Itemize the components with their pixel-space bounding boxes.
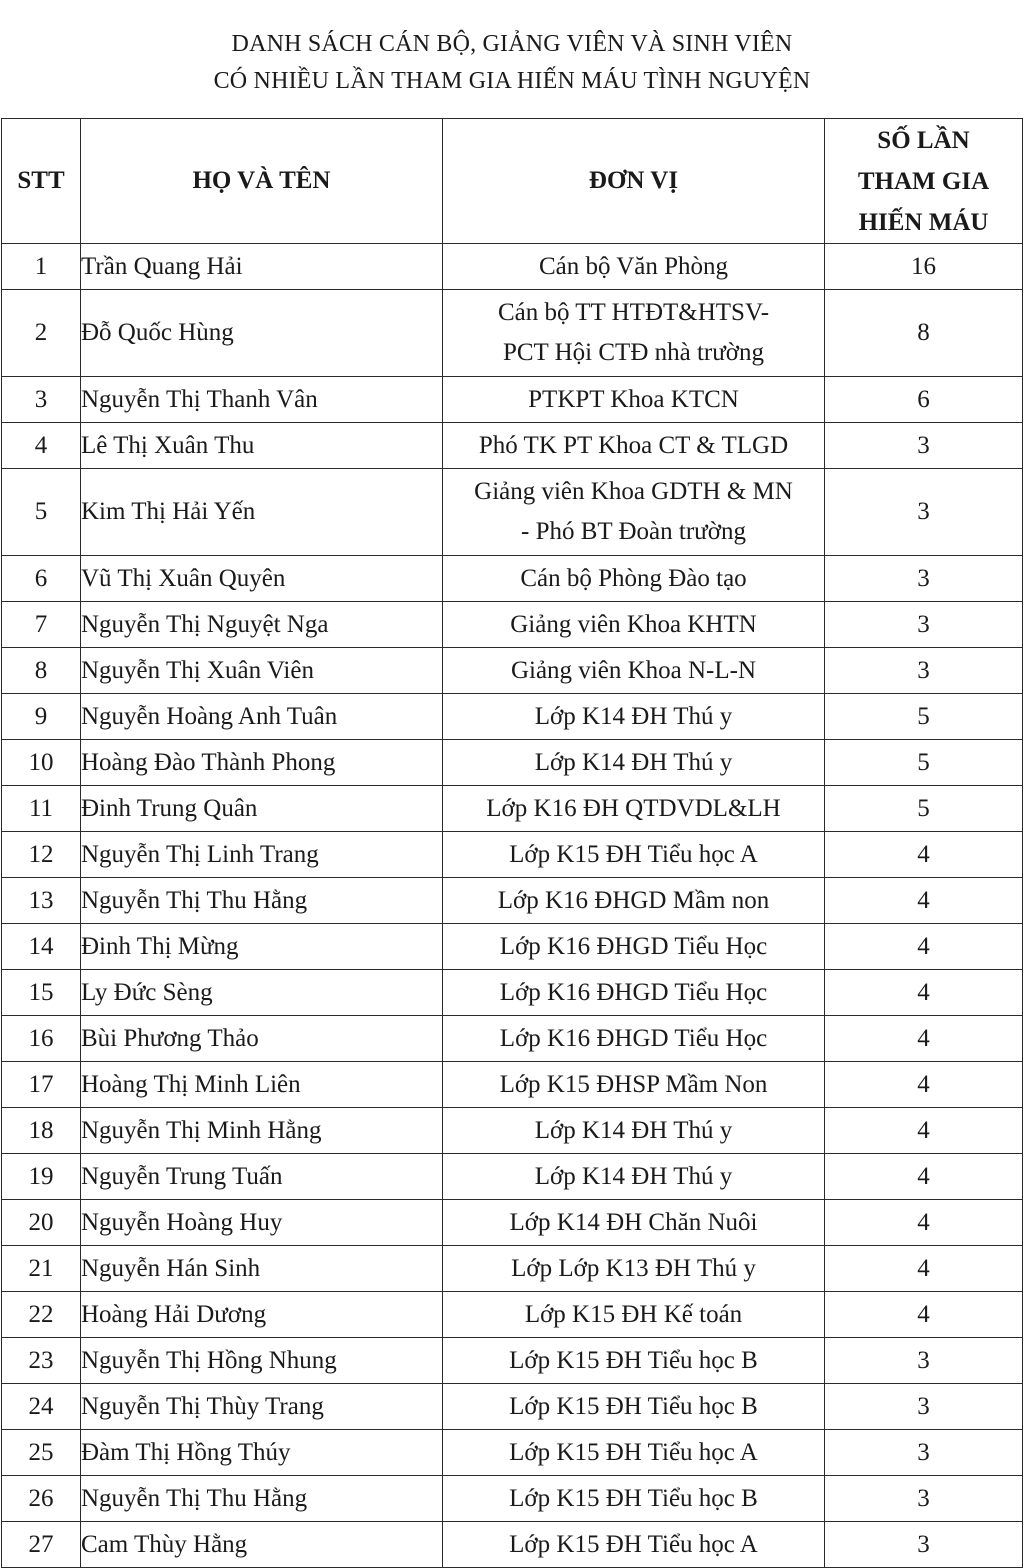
cell-count: 4 <box>825 1292 1023 1338</box>
table-row <box>2 1246 1023 1292</box>
cell-unit <box>443 970 825 1016</box>
cell-count: 3 <box>825 423 1023 469</box>
cell-stt: 22 <box>2 1292 81 1338</box>
cell-stt: 14 <box>2 924 81 970</box>
table-row <box>2 1384 1023 1430</box>
cell-stt: 7 <box>2 602 81 648</box>
table-row <box>2 832 1023 878</box>
cell-count: 3 <box>825 648 1023 694</box>
cell-name: Nguyễn Thị Thu Hằng <box>81 878 443 924</box>
cell-count: 3 <box>825 469 1023 556</box>
cell-unit-line: Lớp K15 ĐH Kế toán <box>524 1300 743 1328</box>
cell-unit <box>443 648 825 694</box>
cell-stt: 24 <box>2 1384 81 1430</box>
cell-unit <box>443 1384 825 1430</box>
cell-unit-line: Giảng viên Khoa N-L-N <box>510 656 757 684</box>
cell-unit-line: PCT Hội CTĐ nhà trường <box>502 339 765 366</box>
header-count <box>825 119 1023 244</box>
cell-name: Cam Thùy Hằng <box>81 1522 443 1568</box>
cell-unit-line: Lớp K15 ĐH Tiểu học B <box>509 1392 758 1420</box>
cell-unit-line: Lớp K15 ĐH Tiểu học B <box>509 1484 758 1512</box>
header-count-line-1: SỐ LẦN <box>877 126 970 154</box>
cell-name: Nguyễn Thị Thanh Vân <box>81 377 443 423</box>
donor-table <box>1 118 1023 1568</box>
cell-stt: 16 <box>2 1016 81 1062</box>
cell-count: 4 <box>825 1062 1023 1108</box>
cell-count: 4 <box>825 832 1023 878</box>
cell-unit <box>443 290 825 377</box>
cell-count: 4 <box>825 878 1023 924</box>
cell-count: 5 <box>825 740 1023 786</box>
cell-unit-line: Lớp K14 ĐH Thú y <box>534 702 733 730</box>
cell-unit-line: Lớp K16 ĐHGD Tiểu Học <box>499 932 768 960</box>
table-row <box>2 377 1023 423</box>
cell-count: 5 <box>825 786 1023 832</box>
cell-unit <box>443 1154 825 1200</box>
cell-unit-line: PTKPT Khoa KTCN <box>528 385 739 413</box>
table-row <box>2 878 1023 924</box>
table-row <box>2 694 1023 740</box>
table-row <box>2 469 1023 556</box>
table-row <box>2 1338 1023 1384</box>
cell-stt: 19 <box>2 1154 81 1200</box>
cell-unit <box>443 878 825 924</box>
cell-count: 4 <box>825 924 1023 970</box>
cell-stt: 25 <box>2 1430 81 1476</box>
table-row <box>2 786 1023 832</box>
cell-unit-line: Lớp K14 ĐH Thú y <box>534 748 733 776</box>
table-row <box>2 1430 1023 1476</box>
table-row <box>2 602 1023 648</box>
cell-count: 3 <box>825 602 1023 648</box>
cell-stt: 8 <box>2 648 81 694</box>
cell-stt: 27 <box>2 1522 81 1568</box>
cell-name: Trần Quang Hải <box>81 244 443 290</box>
cell-name: Hoàng Hải Dương <box>81 1292 443 1338</box>
cell-name: Hoàng Thị Minh Liên <box>81 1062 443 1108</box>
cell-unit-line: Lớp K15 ĐH Tiểu học B <box>509 1346 758 1374</box>
cell-stt: 18 <box>2 1108 81 1154</box>
cell-unit-line: Lớp K15 ĐHSP Mầm Non <box>499 1070 768 1098</box>
table-body <box>2 244 1023 1568</box>
cell-unit <box>443 556 825 602</box>
cell-stt: 11 <box>2 786 81 832</box>
cell-unit-line: Lớp K14 ĐH Chăn Nuôi <box>509 1208 758 1236</box>
cell-name: Kim Thị Hải Yến <box>81 469 443 556</box>
table-row <box>2 1108 1023 1154</box>
cell-count: 3 <box>825 1522 1023 1568</box>
cell-unit <box>443 469 825 556</box>
cell-unit <box>443 1062 825 1108</box>
cell-unit-line: Phó TK PT Khoa CT & TLGD <box>478 431 789 459</box>
cell-stt: 23 <box>2 1338 81 1384</box>
cell-stt: 2 <box>2 290 81 377</box>
table-row <box>2 423 1023 469</box>
cell-count: 4 <box>825 1154 1023 1200</box>
cell-stt: 12 <box>2 832 81 878</box>
cell-count: 4 <box>825 1246 1023 1292</box>
table-row <box>2 1154 1023 1200</box>
header-count-line-2: THAM GIA <box>857 167 990 195</box>
cell-count: 4 <box>825 970 1023 1016</box>
cell-unit <box>443 740 825 786</box>
cell-name: Hoàng Đào Thành Phong <box>81 740 443 786</box>
cell-unit <box>443 1430 825 1476</box>
cell-unit-line: Lớp K15 ĐH Tiểu học A <box>509 1438 758 1466</box>
header-name: HỌ VÀ TÊN <box>81 119 443 244</box>
table-row <box>2 1016 1023 1062</box>
cell-count: 8 <box>825 290 1023 377</box>
cell-name: Nguyễn Thị Xuân Viên <box>81 648 443 694</box>
cell-unit-line: Lớp K15 ĐH Tiểu học A <box>509 1530 758 1558</box>
cell-unit <box>443 1476 825 1522</box>
header-unit: ĐƠN VỊ <box>443 119 825 244</box>
cell-name: Nguyễn Thị Hồng Nhung <box>81 1338 443 1384</box>
table-row <box>2 1200 1023 1246</box>
cell-unit <box>443 1522 825 1568</box>
table-row <box>2 556 1023 602</box>
cell-count: 4 <box>825 1200 1023 1246</box>
cell-unit-line: Lớp K15 ĐH Tiểu học A <box>509 840 758 868</box>
cell-name: Nguyễn Trung Tuấn <box>81 1154 443 1200</box>
cell-unit <box>443 1200 825 1246</box>
cell-count: 5 <box>825 694 1023 740</box>
cell-name: Nguyễn Thị Minh Hằng <box>81 1108 443 1154</box>
cell-name: Ly Đức Sèng <box>81 970 443 1016</box>
cell-unit-line: Lớp K16 ĐHGD Tiểu Học <box>499 1024 768 1052</box>
cell-unit <box>443 602 825 648</box>
cell-unit-line: Cán bộ Văn Phòng <box>538 252 729 280</box>
cell-unit-line: Lớp K16 ĐHGD Mầm non <box>497 886 770 914</box>
table-row <box>2 648 1023 694</box>
cell-name: Nguyễn Hoàng Huy <box>81 1200 443 1246</box>
cell-name: Nguyễn Thị Thùy Trang <box>81 1384 443 1430</box>
document-title-line-1: DANH SÁCH CÁN BỘ, GIẢNG VIÊN VÀ SINH VIÊN <box>231 31 793 57</box>
cell-name: Nguyễn Thị Linh Trang <box>81 832 443 878</box>
document-title-line-2: CÓ NHIỀU LẦN THAM GIA HIẾN MÁU TÌNH NGUYỆN <box>213 68 811 94</box>
cell-stt: 10 <box>2 740 81 786</box>
cell-stt: 20 <box>2 1200 81 1246</box>
cell-name: Đinh Trung Quân <box>81 786 443 832</box>
table-row <box>2 740 1023 786</box>
cell-stt: 3 <box>2 377 81 423</box>
cell-count: 6 <box>825 377 1023 423</box>
table-row <box>2 1062 1023 1108</box>
cell-count: 4 <box>825 1016 1023 1062</box>
table-row <box>2 924 1023 970</box>
header-count-line-3: HIẾN MÁU <box>858 208 989 236</box>
cell-count: 3 <box>825 1430 1023 1476</box>
cell-stt: 9 <box>2 694 81 740</box>
cell-unit <box>443 377 825 423</box>
cell-stt: 4 <box>2 423 81 469</box>
cell-count: 3 <box>825 1338 1023 1384</box>
cell-unit <box>443 1246 825 1292</box>
cell-name: Nguyễn Thị Nguyệt Nga <box>81 602 443 648</box>
cell-count: 3 <box>825 1384 1023 1430</box>
cell-unit <box>443 694 825 740</box>
cell-unit <box>443 244 825 290</box>
cell-name: Đỗ Quốc Hùng <box>81 290 443 377</box>
table-row <box>2 970 1023 1016</box>
cell-unit <box>443 924 825 970</box>
cell-unit <box>443 1108 825 1154</box>
cell-stt: 17 <box>2 1062 81 1108</box>
cell-unit <box>443 1016 825 1062</box>
header-stt: STT <box>2 119 81 244</box>
cell-unit <box>443 1292 825 1338</box>
cell-unit-line: Lớp Lớp K13 ĐH Thú y <box>511 1254 756 1282</box>
cell-name: Nguyễn Thị Thu Hằng <box>81 1476 443 1522</box>
cell-unit-line: Cán bộ TT HTĐT&HTSV- <box>497 299 770 326</box>
cell-unit-line: Cán bộ Phòng Đào tạo <box>520 564 747 592</box>
cell-count: 4 <box>825 1108 1023 1154</box>
cell-unit-line: Lớp K16 ĐH QTDVDL&LH <box>486 794 781 822</box>
cell-stt: 6 <box>2 556 81 602</box>
cell-count: 3 <box>825 1476 1023 1522</box>
cell-name: Nguyễn Hoàng Anh Tuân <box>81 694 443 740</box>
cell-stt: 26 <box>2 1476 81 1522</box>
cell-name: Vũ Thị Xuân Quyên <box>81 556 443 602</box>
table-row <box>2 244 1023 290</box>
cell-count: 16 <box>825 244 1023 290</box>
table-header-row <box>2 119 1023 244</box>
table-row <box>2 1522 1023 1568</box>
cell-stt: 15 <box>2 970 81 1016</box>
cell-name: Nguyễn Hán Sinh <box>81 1246 443 1292</box>
cell-stt: 13 <box>2 878 81 924</box>
cell-count: 3 <box>825 556 1023 602</box>
cell-stt: 1 <box>2 244 81 290</box>
cell-name: Lê Thị Xuân Thu <box>81 423 443 469</box>
cell-unit-line: Lớp K16 ĐHGD Tiểu Học <box>499 978 768 1006</box>
cell-unit <box>443 786 825 832</box>
cell-unit-line: Lớp K14 ĐH Thú y <box>534 1162 733 1190</box>
cell-unit-line: Giảng viên Khoa GDTH & MN <box>474 478 793 505</box>
cell-unit <box>443 1338 825 1384</box>
cell-unit-line: Giảng viên Khoa KHTN <box>510 610 757 638</box>
table-row <box>2 1292 1023 1338</box>
cell-name: Đàm Thị Hồng Thúy <box>81 1430 443 1476</box>
cell-unit-line: - Phó BT Đoàn trường <box>521 518 746 545</box>
table-row <box>2 290 1023 377</box>
table-row <box>2 1476 1023 1522</box>
cell-unit-line: Lớp K14 ĐH Thú y <box>534 1116 733 1144</box>
cell-unit <box>443 423 825 469</box>
cell-stt: 21 <box>2 1246 81 1292</box>
cell-name: Bùi Phương Thảo <box>81 1016 443 1062</box>
cell-name: Đinh Thị Mừng <box>81 924 443 970</box>
cell-unit <box>443 832 825 878</box>
cell-stt: 5 <box>2 469 81 556</box>
